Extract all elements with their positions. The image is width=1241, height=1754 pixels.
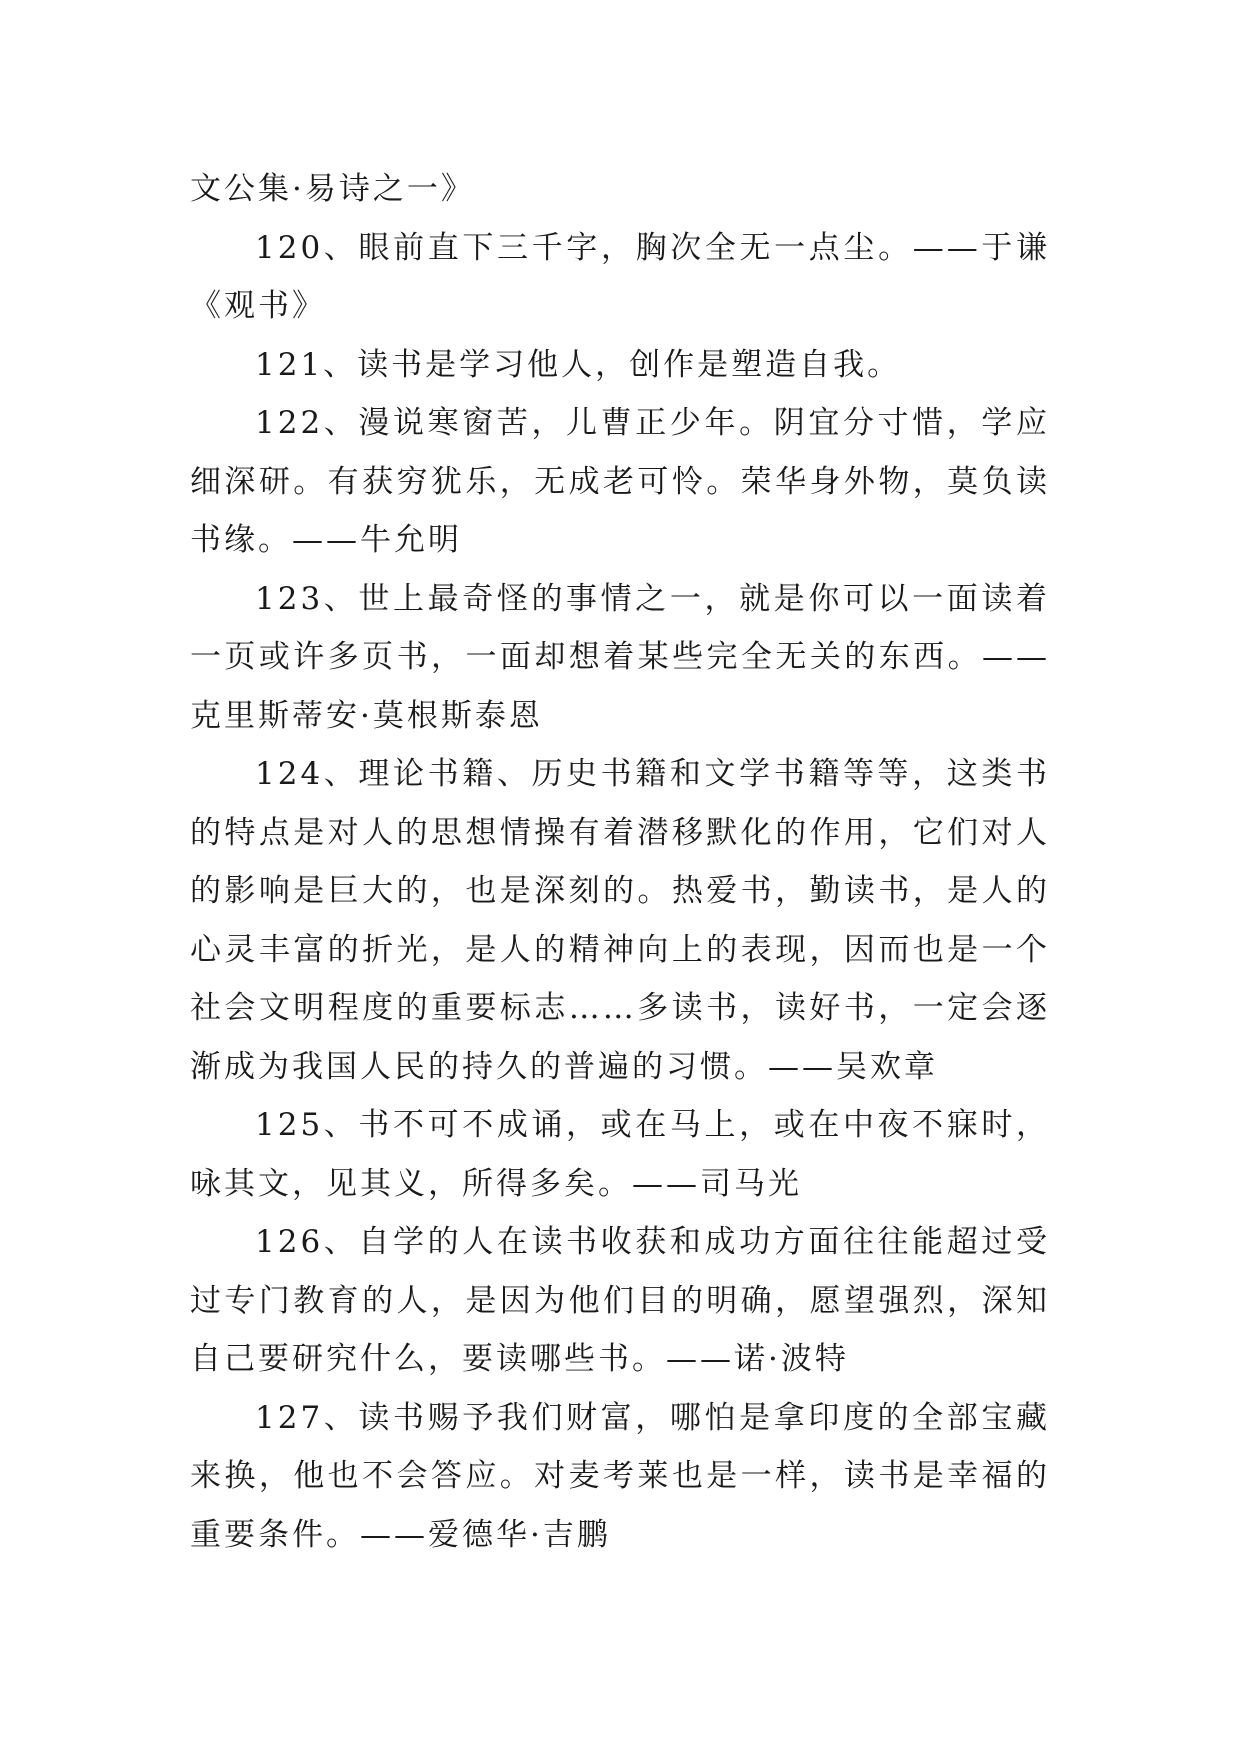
quote-paragraph-120: 120、眼前直下三千字，胸次全无一点尘。——于谦《观书》 <box>190 229 1050 324</box>
paragraph-continuation: 文公集·易诗之一》 <box>190 171 475 207</box>
quote-paragraph-122: 122、漫说寒窗苦，儿曹正少年。阴宜分寸惜，学应细深研。有获穷犹乐，无成老可怜。荣华身外物，莫负读书缘。——牛允明 <box>190 405 1050 558</box>
quote-paragraph-121: 121、读书是学习他人，创作是塑造自我。 <box>255 346 902 383</box>
quote-paragraph-126: 126、自学的人在读书收获和成功方面往往能超过受过专门教育的人，是因为他们目的明确，愿望强烈，深知自己要研究什么，要读哪些书。——诺·波特 <box>190 1224 1050 1377</box>
quote-paragraph-123: 123、世上最奇怪的事情之一，就是你可以一面读着一页或许多页书，一面却想着某些完全无关的东西。——克里斯蒂安·莫根斯泰恩 <box>190 580 1050 734</box>
document-body <box>190 160 1050 1564</box>
quote-paragraph-125: 125、书不可不成诵，或在马上，或在中夜不寐时，咏其文，见其义，所得多矣。——司马光 <box>190 1107 1050 1202</box>
quote-paragraph-127: 127、读书赐予我们财富，哪怕是拿印度的全部宝藏来换，他也不会答应。对麦考莱也是一样，读书是幸福的重要条件。——爱德华·吉鹏 <box>190 1399 1050 1553</box>
quote-paragraph-124: 124、理论书籍、历史书籍和文学书籍等等，这类书的特点是对人的思想情操有着潜移默化的作用，它们对人的影响是巨大的，也是深刻的。热爱书，勤读书，是人的心灵丰富的折光，是人的精神向上的表现，因而也是一个社会文明程度的重要标志……多读书，读好书，一定会逐渐成为我国人民的持久的普遍的习惯。——吴欢章 <box>190 756 1050 1085</box>
